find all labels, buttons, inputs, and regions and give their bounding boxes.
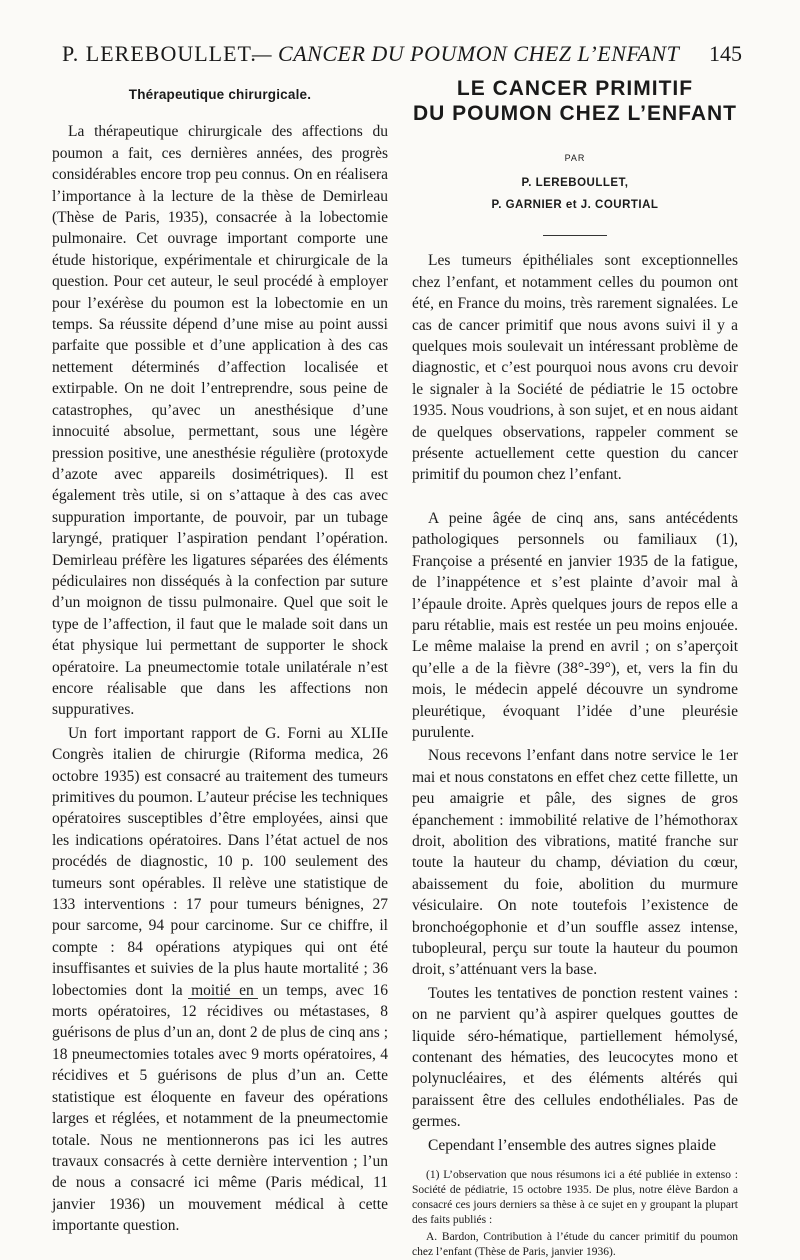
page-number: 145 <box>709 41 742 66</box>
running-head <box>62 40 742 68</box>
article-title-line-1: LE CANCER PRIMITIF <box>456 77 694 100</box>
authors-line-2: P. GARNIER et J. COURTIAL <box>491 199 659 212</box>
authors-line-1: P. LEREBOULLET, <box>521 177 629 190</box>
paragraph: Toutes les tentatives de ponction restent vaines : on ne parvient qu’à aspirer quelques gouttes de liquide séro-hématique, partiellement hémolysé, contenant des hématies, des leucocytes mono et polynucléaires, et des éléments altérés qui paraissent être des cellules endothéliales. Pas de germes. <box>412 984 738 1131</box>
paragraph: La thérapeutique chirurgicale des affections du poumon a fait, ces dernières années, des progrès considérables encore trop peu connus. On en réalisera l’importance à la lecture de la thèse de Demirleau (Thèse de Paris, 1935), consacrée à la lobectomie pulmonaire. Cet ouvrage important comporte une étude historique, expérimentale et chirurgicale de la question. Pour cet auteur, le seul procédé à employer pour l’exérèse du poumon est la lobectomie en un temps. Sa réussite dépend d’une mise au point aussi parfaite que possible et d’une application à des cas nettement déterminés d’affection localisée et extirpable. On ne doit l’entreprendre, sous peine de catastrophes, qu’avec un anesthésique d’une innocuité absolue, permettant, sous une légère pression positive, une anesthésie régulière (protoxyde d’azote avec appareils dosimétriques). Il est également très utile, si on s’attaque à des cas avec suppuration importante, de pouvoir, par un tubage laryngé, pratiquer l’aspiration pendant l’opération. Demirleau préfère les ligatures séparées des éléments pédiculaires non disséqués à la confection par suture d’un moignon de tissu pulmonaire. Quel que soit le type de l’affection, il faut que le malade soit dans un état physique lui permettant de supporter le shock opératoire. La pneumectomie totale unilatérale n’est encore réalisable que dans les affections non suppuratives. <box>52 123 388 719</box>
right-column <box>412 76 738 1260</box>
paragraph: Nous recevons l’enfant dans notre service le 1er mai et nous constatons en effet chez cette fillette, un peu amaigrie et pâle, des signes de gros épanchement : immobilité relative de l’hémothorax droit, abolition des vibrations, matité franche sur toute la hauteur du champ, déviation du cœur, abaissement du foie, abolition du murmure vésiculaire. On note toutefois l’existence de bronchoégophonie et d’un souffle assez intense, tubopleural, perçu sur toute la hauteur du poumon droit, s’atténuant vers la base. <box>412 747 738 979</box>
footnote: (1) L’observation que nous résumons ici a été publiée in extenso : Société de pédiatrie, 15 octobre 1935. De plus, notre élève Bardon a consacré ces jours derniers sa thèse à ce sujet en y groupant la plupart des faits publiés : <box>412 1169 738 1227</box>
by-label: PAR <box>564 153 586 163</box>
paragraph: Cependant l’ensemble des autres signes plaide <box>428 1136 716 1154</box>
paragraph: A peine âgée de cinq ans, sans antécédents pathologiques personnels ou familiaux (1), Françoise a présenté en janvier 1935 de la fatigue, de l’inappétence et s’est plainte d’avoir mal à l’épaule droite. Après quelques jours de repos elle a paru rétablie, mais est restée un peu moins enjouée. Le même malaise la prend en avril ; on s’aperçoit qu’elle a de la fièvre (38°-39°), et, vers la fin du mois, le médecin appelé découvre un syndrome pleurétique, évoquant l’idée d’une pleurésie purulente. <box>412 509 738 741</box>
paragraph: Un fort important rapport de G. Forni au XLIIe Congrès italien de chirurgie (Riforma medica, 26 octobre 1935) est consacré au traitement des tumeurs primitives du poumon. L’auteur précise les techniques opératoires susceptibles d’être employées, ainsi que les indications opératoires. Dans l’état actuel de nos procédés de diagnostic, 10 p. 100 seulement des tumeurs sont opérables. Il relève une statistique de 133 interventions : 17 pour tumeurs bénignes, 27 pour sarcome, 94 pour carcinome. Sur ce chiffre, il compte : 84 opérations atypiques qui ont été insuffisantes et suivies de la plus haute mortalité ; 36 lobectomies dont la moitié en un temps, avec 16 morts opératoires, 12 récidives ou métastases, 8 guérisons de plus d’un an, dont 2 de plus de cinq ans ; 18 pneumectomies totales avec 9 morts opératoires, 4 récidives et 5 guérisons de plus d’un an. Cette statistique est éloquente en faveur des opérations larges et réglées, et notamment de la pneumectomie totale. Nous ne mentionnerons pas ici les autres travaux consacrés à cette dernière intervention ; l’un de nous a consacré ici même (Paris médical, 11 janvier 1936) un mouvement médical à cette importante question. <box>52 724 388 1235</box>
left-column <box>52 84 388 1237</box>
intro-paragraph: Les tumeurs épithéliales sont exceptionnelles chez l’enfant, et notamment celles du poumon ont été, en France du moins, très rarement signalées. Le cas de cancer primitif que nous avons suivi il y a quelques mois soulevait un intéressant problème de diagnostic, et c’est pourquoi nous avons cru devoir le signaler à la Société de pédiatrie le 15 octobre 1935. Nous voudrions, à son sujet, et en nous aidant de quelques observations, rappeler comment se présente actuellement cette question du cancer primitif du poumon chez l’enfant. <box>412 252 738 484</box>
footnotes <box>412 1168 738 1260</box>
article-title-line-2: DU POUMON CHEZ L’ENFANT <box>412 102 737 125</box>
section-title: Thérapeutique chirurgicale. <box>128 87 312 102</box>
end-rule <box>188 998 258 999</box>
title-rule <box>543 235 607 236</box>
footnote: A. Bardon, Contribution à l’étude du cancer primitif du poumon chez l’enfant (Thèse de Paris, janvier 1936). <box>412 1231 738 1259</box>
running-head-author: P. LEREBOULLET. <box>62 41 257 66</box>
running-head-title: — CANCER DU POUMON CHEZ L’ENFANT <box>252 41 680 66</box>
